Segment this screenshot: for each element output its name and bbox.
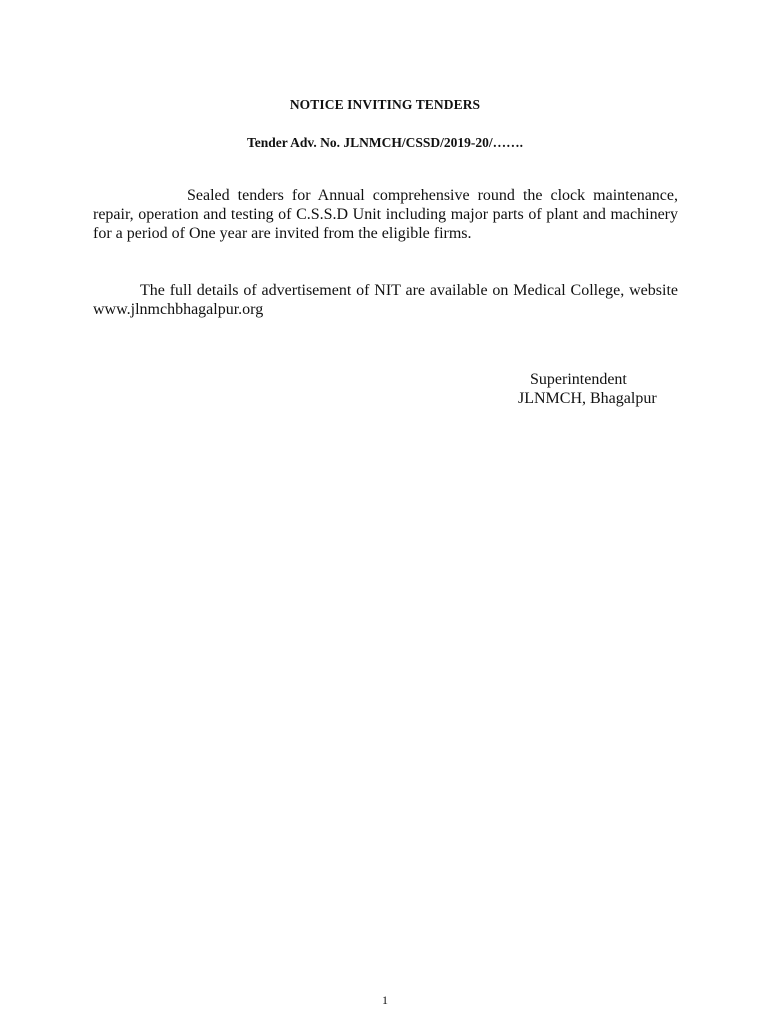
page-number: 1	[382, 993, 388, 1007]
tender-description-paragraph: Sealed tenders for Annual comprehensive round the clock maintenance, repair, operation and testing of C.S.S.D Unit including major parts of plant and machinery for a period of One year are invited from the eligible firms.	[93, 187, 678, 242]
signatory-designation: Superintendent	[530, 371, 627, 388]
details-availability-paragraph: The full details of advertisement of NIT are available on Medical College, website www.jlnmchbhagalpur.org	[93, 282, 678, 318]
signatory-office: JLNMCH, Bhagalpur	[518, 390, 657, 407]
tender-advertisement-number: Tender Adv. No. JLNMCH/CSSD/2019-20/…….	[246, 135, 524, 150]
notice-title: NOTICE INVITING TENDERS	[289, 97, 481, 112]
